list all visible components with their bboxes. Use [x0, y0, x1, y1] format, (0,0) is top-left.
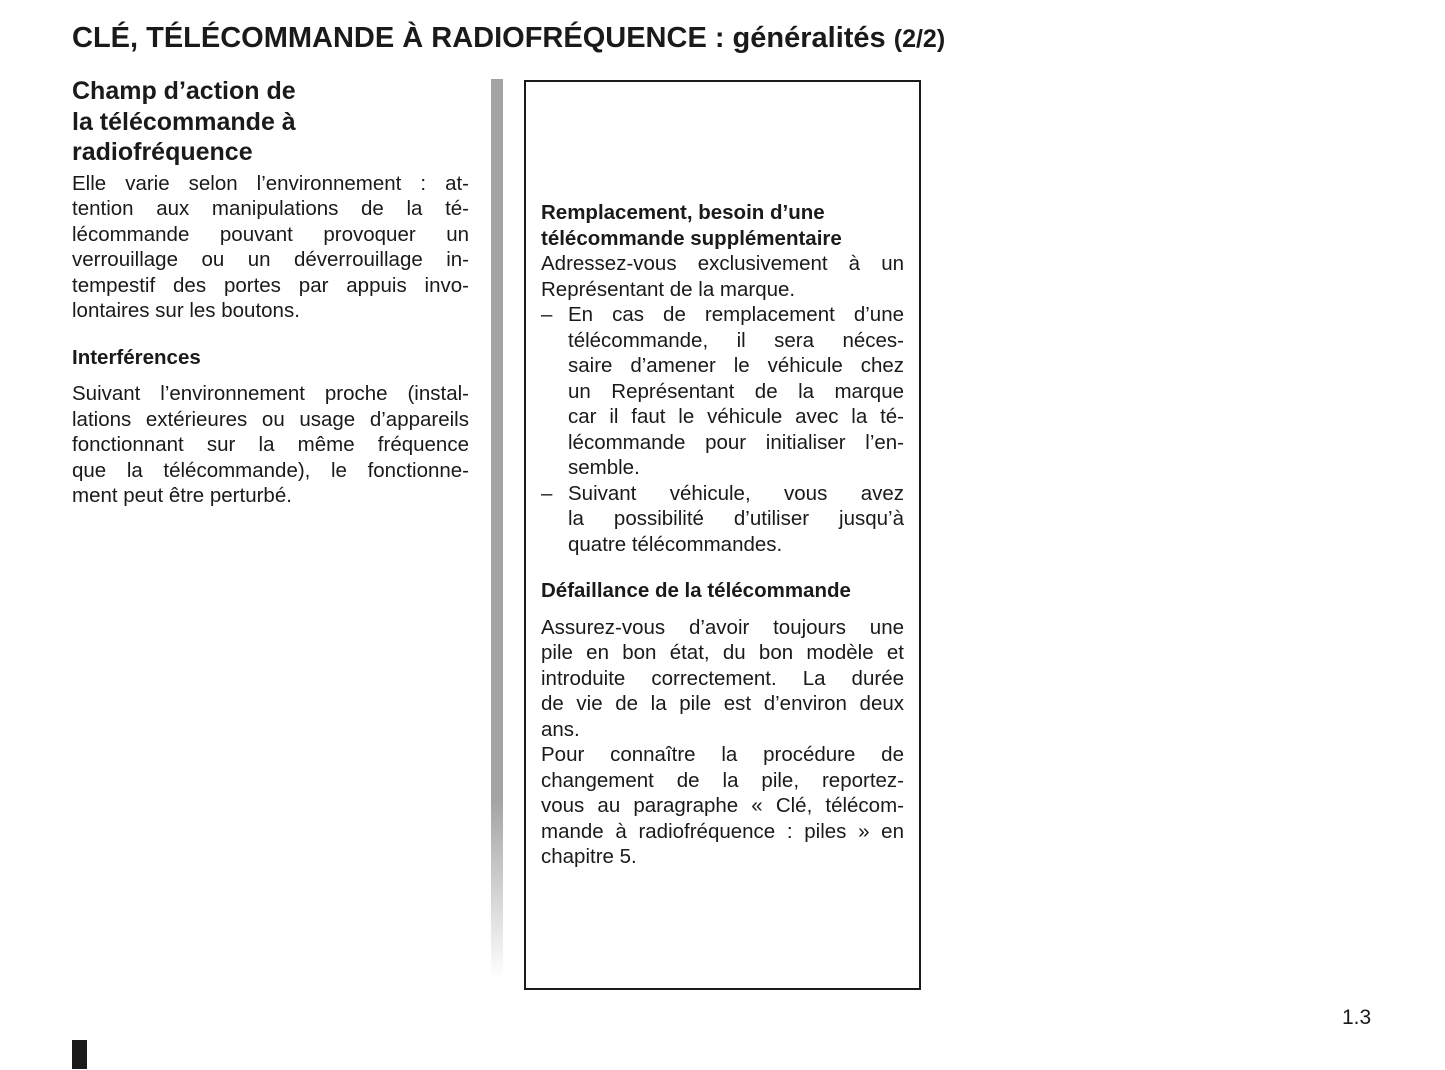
line: Adressez-vous exclusivement à un — [541, 252, 904, 275]
dash-bullet: – — [541, 481, 553, 505]
line: vous au paragraphe « Clé, télécom- — [541, 794, 904, 817]
replacement-paragraph — [541, 251, 904, 302]
line: que la télécommande), le fonctionne- — [72, 458, 469, 482]
line: chapitre 5. — [541, 845, 637, 868]
line: lécommande pour initialiser l’en- — [568, 430, 904, 454]
line: Pour connaître la procédure de — [541, 743, 904, 766]
dash-bullet: – — [541, 303, 553, 326]
line: saire d’amener le véhicule chez — [568, 354, 904, 377]
line: Suivant véhicule, vous avez — [568, 481, 904, 505]
replacement-heading — [541, 200, 904, 251]
left-column — [72, 76, 469, 509]
line: Elle varie selon l’environnement : at- — [72, 171, 469, 195]
line: Suivant l’environnement proche (instal- — [72, 382, 469, 405]
line: mande à radiofréquence : piles » en — [541, 819, 904, 843]
line: tempestif des portes par appuis invo- — [72, 273, 469, 297]
page-number: 1.3 — [1342, 1006, 1372, 1029]
page-title — [72, 22, 945, 55]
line: Remplacement, besoin d’une — [541, 201, 825, 224]
line: changement de la pile, reportez- — [541, 768, 904, 792]
line: fonctionnant sur la même fréquence — [72, 433, 469, 456]
line: de vie de la pile est d’environ deux — [541, 692, 904, 715]
line: lontaires sur les boutons. — [72, 299, 300, 322]
title-part: (2/2) — [893, 25, 946, 53]
corner-mark — [72, 1040, 87, 1069]
failure-paragraph — [541, 615, 904, 743]
line: introduite correctement. La durée — [541, 666, 904, 690]
list-item — [541, 481, 904, 558]
margin-bar — [491, 79, 503, 979]
line: verrouillage ou un déverrouillage in- — [72, 248, 469, 271]
interference-paragraph — [72, 381, 469, 509]
range-heading — [72, 76, 469, 168]
line: Représentant de la marque. — [541, 277, 796, 301]
line: la possibilité d’utiliser jusqu’à — [568, 507, 904, 530]
line: Assurez-vous d’avoir toujours une — [541, 615, 904, 639]
line: pile en bon état, du bon modèle et — [541, 641, 904, 664]
line: lations extérieures ou usage d’appareils — [72, 407, 469, 431]
failure-heading: Défaillance de la télécommande — [541, 579, 851, 602]
list-item — [541, 302, 904, 481]
line: En cas de remplacement d’une — [568, 303, 904, 326]
line: lécommande pouvant provoquer un — [72, 222, 469, 246]
line: télécommande supplémentaire — [541, 226, 842, 250]
line: la télécommande à — [72, 107, 296, 136]
line: un Représentant de la marque — [568, 379, 904, 403]
line: ans. — [541, 717, 580, 741]
interference-heading: Interférences — [72, 345, 201, 369]
line: Champ d’action de — [72, 77, 296, 105]
line: car il faut le véhicule avec la té- — [568, 405, 904, 428]
line: télécommande, il sera néces- — [568, 328, 904, 352]
title-main: CLÉ, TÉLÉCOMMANDE À RADIOFRÉQUENCE : généralités — [72, 22, 886, 54]
box-content — [541, 200, 904, 870]
line: radiofréquence — [72, 138, 253, 166]
battery-procedure-paragraph — [541, 742, 904, 870]
line: ment peut être perturbé. — [72, 484, 292, 507]
line: quatre télécommandes. — [568, 532, 783, 556]
line: tention aux manipulations de la té- — [72, 197, 469, 220]
line: semble. — [568, 456, 640, 479]
range-paragraph — [72, 171, 469, 324]
